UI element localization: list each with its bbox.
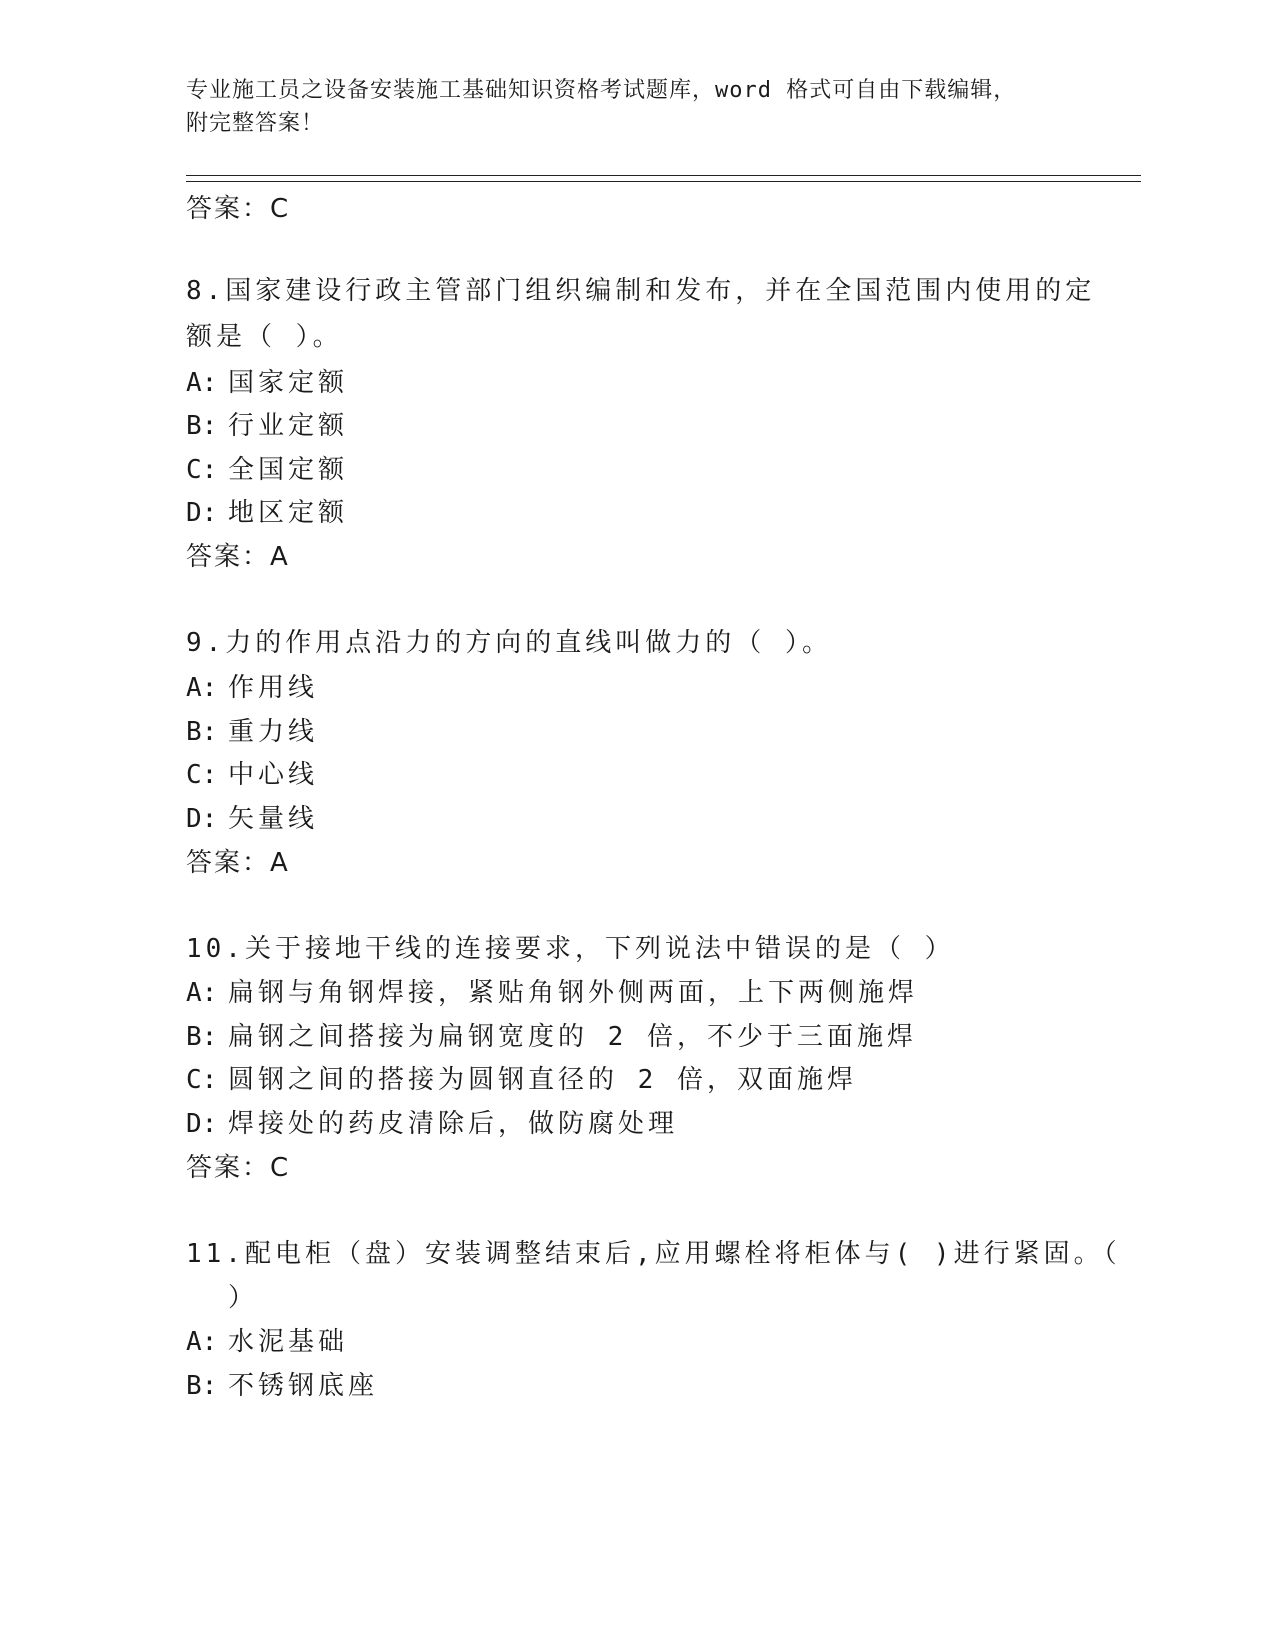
header-line-2: 附完整答案！ xyxy=(186,111,325,136)
question-9-option-a xyxy=(186,667,318,704)
option-letter: A: xyxy=(186,368,218,398)
option-text: 中心线 xyxy=(228,760,319,790)
question-8-option-b xyxy=(186,405,348,442)
question-9-stem: 9.力的作用点沿力的方向的直线叫做力的（ ）。 xyxy=(186,628,832,658)
question-8-option-a xyxy=(186,362,348,399)
question-10-option-b xyxy=(186,1016,917,1053)
question-10-option-a xyxy=(186,972,918,1009)
option-letter: C: xyxy=(186,760,218,790)
option-letter: C: xyxy=(186,455,218,485)
option-letter: A: xyxy=(186,978,218,1008)
question-9-option-d xyxy=(186,798,318,835)
option-text: 地区定额 xyxy=(228,498,349,528)
question-8-stem xyxy=(186,268,1095,360)
option-letter: D: xyxy=(186,498,218,528)
header-line-1: 专业施工员之设备安装施工基础知识资格考试题库，word 格式可自由下载编辑， xyxy=(186,78,1017,103)
option-letter: B: xyxy=(186,717,218,747)
option-text: 矢量线 xyxy=(228,804,319,834)
option-text: 扁钢与角钢焊接，紧贴角钢外侧两面，上下两侧施焊 xyxy=(228,978,919,1008)
question-11-option-a xyxy=(186,1321,348,1358)
option-text: 焊接处的药皮清除后，做防腐处理 xyxy=(228,1109,679,1139)
option-text: 圆钢之间的搭接为圆钢直径的 2 倍，双面施焊 xyxy=(228,1065,857,1095)
question-8-stem-line-2: 额是（ ）。 xyxy=(186,322,343,352)
option-text: 全国定额 xyxy=(228,455,349,485)
header-divider-top xyxy=(186,175,1141,176)
question-10-answer: 答案：C xyxy=(186,1153,291,1183)
question-9-option-b xyxy=(186,711,318,748)
option-letter: B: xyxy=(186,1022,218,1052)
question-11-option-b xyxy=(186,1365,378,1402)
option-text: 作用线 xyxy=(228,673,319,703)
question-8-answer: 答案：A xyxy=(186,542,290,572)
question-8-option-d xyxy=(186,492,348,529)
option-text: 水泥基础 xyxy=(228,1327,349,1357)
option-letter: D: xyxy=(186,804,218,834)
option-letter: A: xyxy=(186,1327,218,1357)
question-10-stem: 10.关于接地干线的连接要求，下列说法中错误的是（ ） xyxy=(186,934,955,964)
document-header xyxy=(186,74,1066,140)
option-text: 不锈钢底座 xyxy=(228,1371,379,1401)
question-10-option-c xyxy=(186,1059,857,1096)
answer-prev: 答案：C xyxy=(186,194,291,224)
question-9-answer: 答案：A xyxy=(186,848,290,878)
option-letter: A: xyxy=(186,673,218,703)
option-letter: B: xyxy=(186,1371,218,1401)
question-8-option-c xyxy=(186,449,348,486)
header-divider-bottom xyxy=(186,181,1141,182)
option-letter: B: xyxy=(186,411,218,441)
question-11-stem-line-1: 11.配电柜（盘）安装调整结束后,应用螺栓将柜体与( )进行紧固。（ xyxy=(186,1239,1121,1269)
option-letter: C: xyxy=(186,1065,218,1095)
option-text: 扁钢之间搭接为扁钢宽度的 2 倍，不少于三面施焊 xyxy=(228,1022,917,1052)
question-9-option-c xyxy=(186,754,318,791)
option-text: 重力线 xyxy=(228,717,319,747)
option-text: 国家定额 xyxy=(228,368,349,398)
question-11-stem-line-2: ） xyxy=(228,1283,259,1313)
question-8-stem-line-1: 8.国家建设行政主管部门组织编制和发布，并在全国范围内使用的定 xyxy=(186,276,1096,306)
question-10-option-d xyxy=(186,1103,678,1140)
option-letter: D: xyxy=(186,1109,218,1139)
option-text: 行业定额 xyxy=(228,411,349,441)
